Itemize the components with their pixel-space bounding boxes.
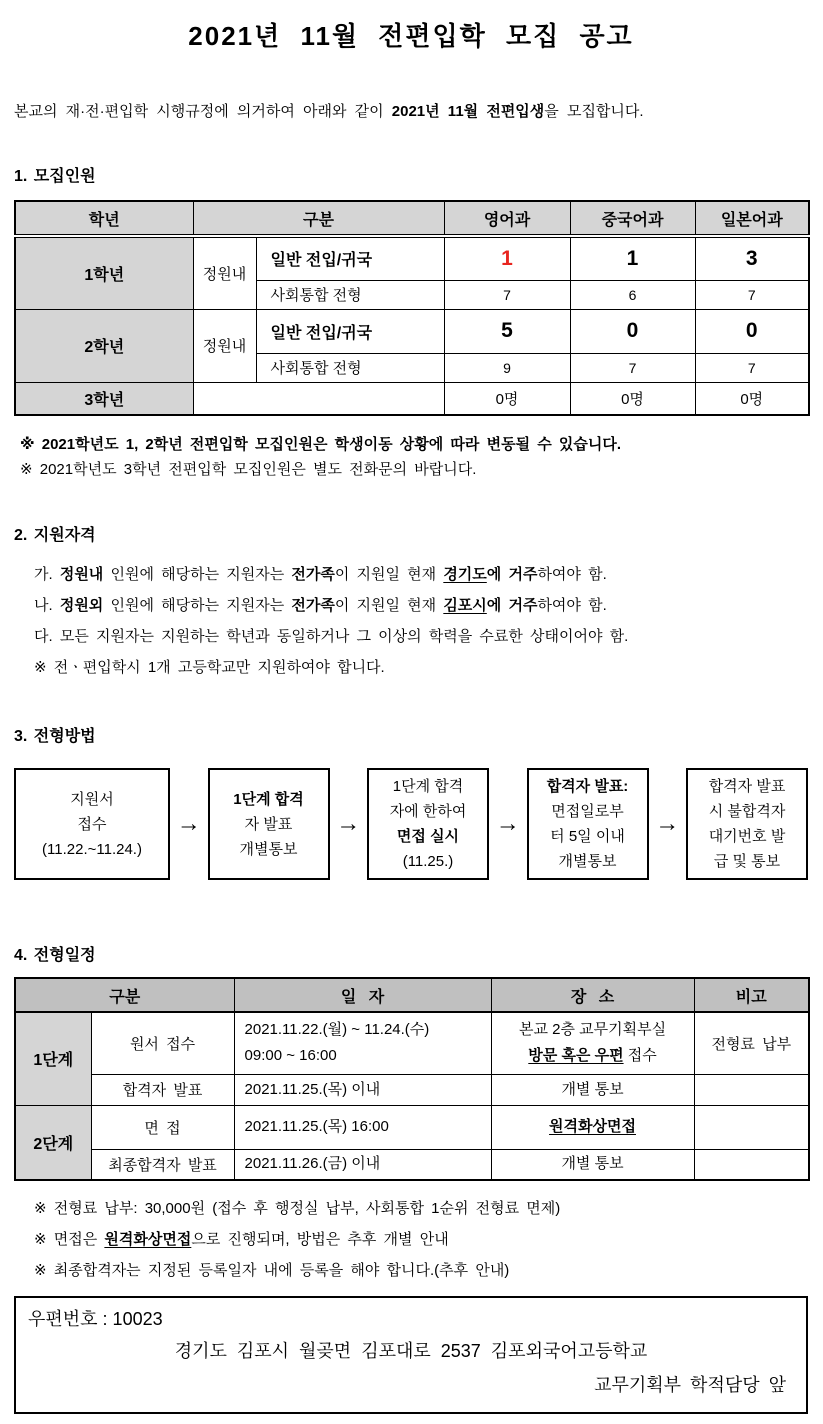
qualification-note: ※ 전ㆍ편입학시 1개 고등학교만 지원하여야 합니다. xyxy=(34,659,385,676)
arrow-right-icon: → xyxy=(176,810,201,837)
flow-line: 접수 xyxy=(77,815,107,833)
stage1-application-place xyxy=(491,1012,694,1074)
stage2-final-date: 2021.11.26.(금) 이내 xyxy=(234,1149,491,1180)
date-line: 2021.11.22.(월) ~ 11.24.(수) xyxy=(244,1021,430,1039)
grade1-quota-cell: 정원내 xyxy=(193,236,256,309)
stage1-result-type: 합격자 발표 xyxy=(91,1074,234,1105)
schedule-note-interview: ※ 면접은 원격화상면접으로 진행되며, 방법은 추후 개별 안내 xyxy=(34,1231,449,1248)
process-flow xyxy=(14,768,808,880)
place-line: 방문 혹은 우편 접수 xyxy=(528,1047,657,1065)
grade1-social-japanese-count: 7 xyxy=(695,280,809,309)
col-header-remark: 비고 xyxy=(694,978,809,1012)
table-row xyxy=(15,1105,809,1149)
recruitment-note-2: ※ 2021학년도 3학년 전편입학 모집인원은 별도 전화문의 바랍니다. xyxy=(20,461,477,478)
stage1-cell: 1단계 xyxy=(15,1012,91,1105)
flow-line: 개별통보 xyxy=(239,840,298,858)
flow-line: 자 발표 xyxy=(244,815,293,833)
col-header-place: 장 소 xyxy=(491,978,694,1012)
stage1-application-date xyxy=(234,1012,491,1074)
stage1-result-remark xyxy=(694,1074,809,1105)
flow-line: 시 불합격자 xyxy=(708,803,786,820)
qualification-item-da: 다. 모든 지원자는 지원하는 학년과 동일하거나 그 이상의 학력을 수료한 상태이어야 함. xyxy=(34,628,629,645)
stage2-final-type: 최종합격자 발표 xyxy=(91,1149,234,1180)
flow-line: 급 및 통보 xyxy=(713,853,781,870)
grade3-empty-cell xyxy=(193,382,444,415)
table-row xyxy=(15,309,809,353)
place-line: 본교 2층 교무기획부실 xyxy=(518,1021,667,1039)
stage1-application-remark: 전형료 납부 xyxy=(694,1012,809,1074)
flow-step-stage1-result xyxy=(208,768,330,880)
grade2-social-label: 사회통합 전형 xyxy=(256,353,444,382)
col-header-chinese: 중국어과 xyxy=(570,201,695,236)
flow-line: 자에 한하여 xyxy=(389,803,467,820)
grade2-general-label: 일반 전입/귀국 xyxy=(256,309,444,353)
qualification-item-na: 나. 정원외 인원에 해당하는 지원자는 전가족이 지원일 현재 김포시에 거주하여야 함. xyxy=(34,597,607,614)
flow-step-interview xyxy=(367,768,489,880)
flow-step-final-result xyxy=(527,768,649,880)
table-row xyxy=(15,382,809,415)
col-header-category: 구분 xyxy=(193,201,444,236)
flow-line: 지원서 xyxy=(70,790,114,808)
flow-line: 개별통보 xyxy=(558,853,617,870)
grade3-cell: 3학년 xyxy=(15,382,193,415)
stage2-interview-remark xyxy=(694,1105,809,1149)
stage1-application-type: 원서 접수 xyxy=(91,1012,234,1074)
postal-code: 우편번호 : 10023 xyxy=(28,1309,163,1329)
col-header-english: 영어과 xyxy=(444,201,570,236)
table-row xyxy=(15,1074,809,1105)
flow-step-waitlist xyxy=(686,768,808,880)
page-title: 2021년 11월 전편입학 모집 공고 xyxy=(188,21,634,51)
table-row xyxy=(15,236,809,280)
schedule-note-fee: ※ 전형료 납부: 30,000원 (접수 후 행정실 납부, 사회통합 1순위 전형료 면제) xyxy=(34,1200,561,1217)
section-2-heading: 2. 지원자격 xyxy=(14,527,96,544)
grade1-social-english-count: 7 xyxy=(444,280,570,309)
stage2-cell: 2단계 xyxy=(15,1105,91,1180)
qualification-list xyxy=(14,559,808,683)
recruitment-table xyxy=(14,200,810,416)
flow-line: 면접 실시 xyxy=(396,828,460,845)
mailing-address-box xyxy=(14,1296,808,1414)
grade3-english-count: 0명 xyxy=(444,382,570,415)
flow-line: 1단계 합격 xyxy=(392,778,464,795)
grade2-cell: 2학년 xyxy=(15,309,193,382)
grade1-general-english-count: 1 xyxy=(444,236,570,280)
flow-line: (11.22.~11.24.) xyxy=(42,840,142,858)
recruitment-table-header-row xyxy=(15,201,809,236)
stage2-final-place: 개별 통보 xyxy=(491,1149,694,1180)
flow-line: 대기번호 발 xyxy=(708,828,786,845)
col-header-japanese: 일본어과 xyxy=(695,201,809,236)
grade1-social-chinese-count: 6 xyxy=(570,280,695,309)
stage2-interview-place: 원격화상면접 xyxy=(491,1105,694,1149)
grade2-social-chinese-count: 7 xyxy=(570,353,695,382)
schedule-table-header-row xyxy=(15,978,809,1012)
school-address: 경기도 김포시 월곶면 김포대로 2537 김포외국어고등학교 xyxy=(174,1341,648,1361)
col-header-date: 일 자 xyxy=(234,978,491,1012)
section-1-heading: 1. 모집인원 xyxy=(14,168,96,185)
grade2-general-english-count: 5 xyxy=(444,309,570,353)
table-row xyxy=(15,1149,809,1180)
flow-line: 터 5일 이내 xyxy=(550,828,625,845)
qualification-item-ga: 가. 정원내 인원에 해당하는 지원자는 전가족이 지원일 현재 경기도에 거주하여야 함. xyxy=(34,566,607,583)
arrow-right-icon: → xyxy=(655,810,680,837)
grade1-general-chinese-count: 1 xyxy=(570,236,695,280)
table-row xyxy=(15,1012,809,1074)
schedule-table xyxy=(14,977,810,1181)
section-4-heading: 4. 전형일정 xyxy=(14,947,96,964)
stage2-final-remark xyxy=(694,1149,809,1180)
grade2-general-chinese-count: 0 xyxy=(570,309,695,353)
flow-line: (11.25.) xyxy=(402,853,454,870)
stage2-interview-date: 2021.11.25.(목) 16:00 xyxy=(234,1105,491,1149)
flow-line: 합격자 발표 xyxy=(708,778,786,795)
recruitment-notes xyxy=(14,432,808,482)
grade2-social-english-count: 9 xyxy=(444,353,570,382)
grade3-japanese-count: 0명 xyxy=(695,382,809,415)
section-3-heading: 3. 전형방법 xyxy=(14,728,96,745)
flow-line: 1단계 합격 xyxy=(233,790,304,808)
grade2-quota-cell: 정원내 xyxy=(193,309,256,382)
grade1-cell: 1학년 xyxy=(15,236,193,309)
flow-line: 합격자 발표: xyxy=(546,778,629,795)
arrow-right-icon: → xyxy=(336,810,361,837)
col-header-grade: 학년 xyxy=(15,201,193,236)
grade2-social-japanese-count: 7 xyxy=(695,353,809,382)
intro-text: 본교의 재·전·편입학 시행규정에 의거하여 아래와 같이 2021년 11월 전편입생을 모집합니다. xyxy=(14,103,644,120)
recipient: 교무기획부 학적담당 앞 xyxy=(594,1375,786,1395)
flow-step-application xyxy=(14,768,170,880)
grade1-social-label: 사회통합 전형 xyxy=(256,280,444,309)
grade2-general-japanese-count: 0 xyxy=(695,309,809,353)
grade3-chinese-count: 0명 xyxy=(570,382,695,415)
stage2-interview-type: 면 접 xyxy=(91,1105,234,1149)
arrow-right-icon: → xyxy=(495,810,520,837)
date-line: 09:00 ~ 16:00 xyxy=(244,1047,337,1065)
recruitment-note-1: ※ 2021학년도 1, 2학년 전편입학 모집인원은 학생이동 상황에 따라 변동될 수 있습니다. xyxy=(20,436,622,453)
col-header-category: 구분 xyxy=(15,978,234,1012)
grade1-general-japanese-count: 3 xyxy=(695,236,809,280)
schedule-note-registration: ※ 최종합격자는 지정된 등록일자 내에 등록을 해야 합니다.(추후 안내) xyxy=(34,1262,510,1279)
flow-line: 면접일로부 xyxy=(551,803,624,820)
stage1-result-place: 개별 통보 xyxy=(491,1074,694,1105)
grade1-general-label: 일반 전입/귀국 xyxy=(256,236,444,280)
stage1-result-date: 2021.11.25.(목) 이내 xyxy=(234,1074,491,1105)
schedule-notes xyxy=(14,1193,808,1286)
